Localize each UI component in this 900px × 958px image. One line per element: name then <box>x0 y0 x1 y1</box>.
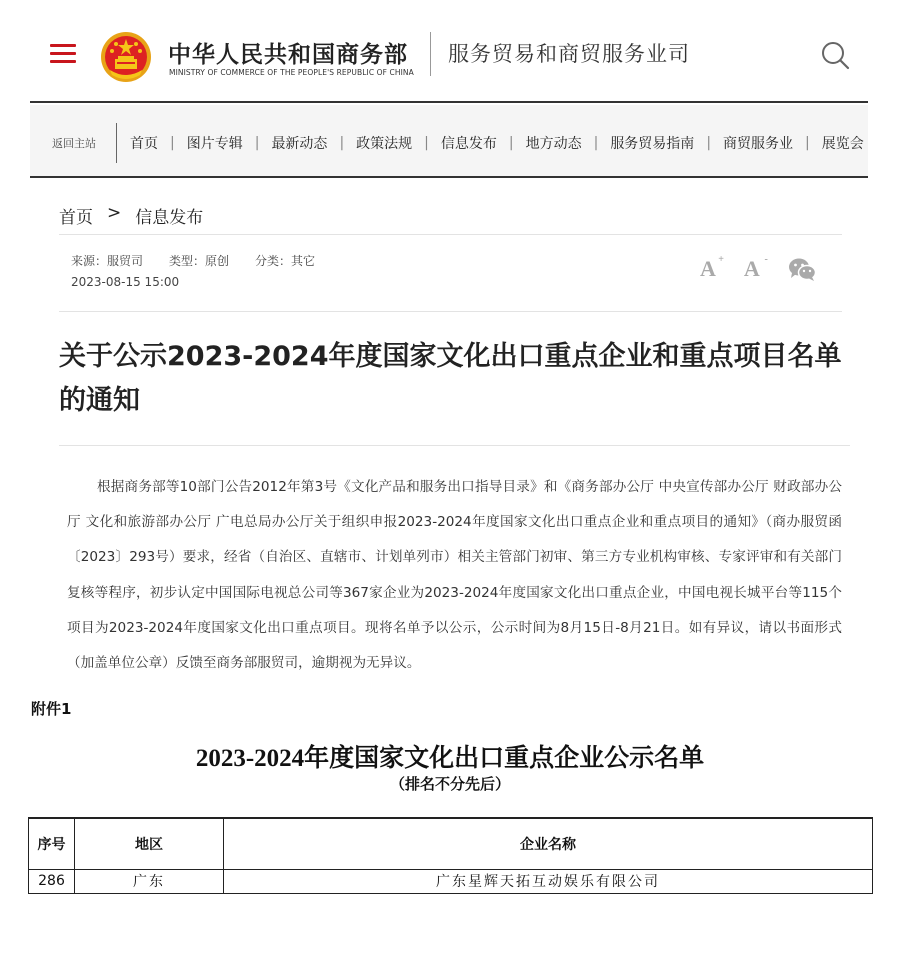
divider <box>59 445 850 446</box>
search-icon[interactable] <box>820 40 850 70</box>
breadcrumb-current[interactable]: 信息发布 <box>135 208 204 228</box>
ministry-name-cn[interactable]: 中华人民共和国商务部 <box>168 42 408 68</box>
meta-category: 分类：其它 <box>255 254 316 268</box>
breadcrumb-separator: > <box>107 203 122 223</box>
nav-item-home[interactable]: 首页 <box>130 136 158 152</box>
nav-item-photo-albums[interactable]: 图片专辑 <box>186 136 243 152</box>
ministry-name-en: MINISTRY OF COMMERCE OF THE PEOPLE'S REPUBLIC OF CHINA <box>169 68 414 77</box>
meta-source: 来源：服贸司 <box>71 254 144 268</box>
cell-region: 广东 <box>75 869 224 893</box>
nav-item-latest-news[interactable]: 最新动态 <box>271 136 328 152</box>
font-larger-button[interactable]: A + <box>700 254 724 281</box>
main-nav <box>30 105 868 178</box>
enterprise-list-table <box>28 817 873 894</box>
breadcrumb <box>59 203 203 228</box>
site-header <box>30 0 868 103</box>
nav-item-policies[interactable]: 政策法规 <box>356 136 413 152</box>
back-to-main-site-link[interactable]: 返回主站 <box>52 137 96 150</box>
national-emblem-logo[interactable] <box>100 30 152 84</box>
list-title: 2023-2024年度国家文化出口重点企业公示名单 <box>195 745 705 772</box>
article-title: 关于公示2023-2024年度国家文化出口重点企业和重点项目名单的通知 <box>59 341 842 416</box>
nav-item-commerce-services[interactable]: 商贸服务业 <box>723 136 794 152</box>
breadcrumb-home[interactable]: 首页 <box>59 208 93 228</box>
header-divider <box>430 32 431 76</box>
font-smaller-button[interactable]: A - <box>743 254 768 281</box>
table-header-row <box>29 818 873 869</box>
column-header-company: 企业名称 <box>224 818 873 869</box>
column-header-index: 序号 <box>29 818 75 869</box>
table-row <box>29 869 873 893</box>
divider <box>59 234 842 235</box>
meta-datetime: 2023-08-15 15:00 <box>71 275 180 289</box>
nav-divider <box>116 123 117 163</box>
nav-item-announcements[interactable]: 信息发布 <box>440 136 497 152</box>
nav-item-trade-guide[interactable]: 服务贸易指南 <box>610 136 695 152</box>
nav-item-local-news[interactable]: 地方动态 <box>525 136 582 152</box>
cell-index: 286 <box>29 869 75 893</box>
article-body: 根据商务部等10部门公告2012年第3号《文化产品和服务出口指导目录》和《商务部办公厅 中央宣传部办公厅 财政部办公厅 文化和旅游部办公厅 广电总局办公厅关于组织申报2023-2024年度国家文化出口重点企业和重点项目的通知》（商办服贸函〔2023〕293号）要求，经省（自治区、直辖市、计划单列市）相关主管部门初审、第三方专业机构审核、专家评审和有关部门复核等程序，初步认定中国国际电视总公司等367家企业为2023-2024年度国家文化出口重点企业，中国电视长城平台等115个项目为2023-2024年度国家文化出口重点项目。现将名单予以公示，公示时间为8月15日-8月21日。如有异议，请以书面形式（加盖单位公章）反馈至商务部服贸司，逾期视为无异议。 <box>67 479 842 672</box>
menu-icon[interactable] <box>50 44 76 64</box>
department-name[interactable]: 服务贸易和商贸服务业司 <box>448 42 690 66</box>
wechat-share-icon[interactable] <box>788 257 816 281</box>
list-subtitle: （排名不分先后） <box>389 775 510 793</box>
attachment-label: 附件1 <box>31 700 72 718</box>
article-tools <box>700 256 816 282</box>
divider <box>59 311 842 312</box>
article-meta <box>71 252 315 269</box>
meta-type: 类型：原创 <box>169 254 230 268</box>
nav-items: 首页 | 图片专辑 | 最新动态 | 政策法规 | 信息发布 | 地方动态 | 服务贸易指南 | 商贸服务业 | 展览会 <box>130 135 864 152</box>
cell-company: 广东星辉天拓互动娱乐有限公司 <box>224 869 873 893</box>
column-header-region: 地区 <box>75 818 224 869</box>
nav-item-exhibitions[interactable]: 展览会 <box>821 136 864 152</box>
